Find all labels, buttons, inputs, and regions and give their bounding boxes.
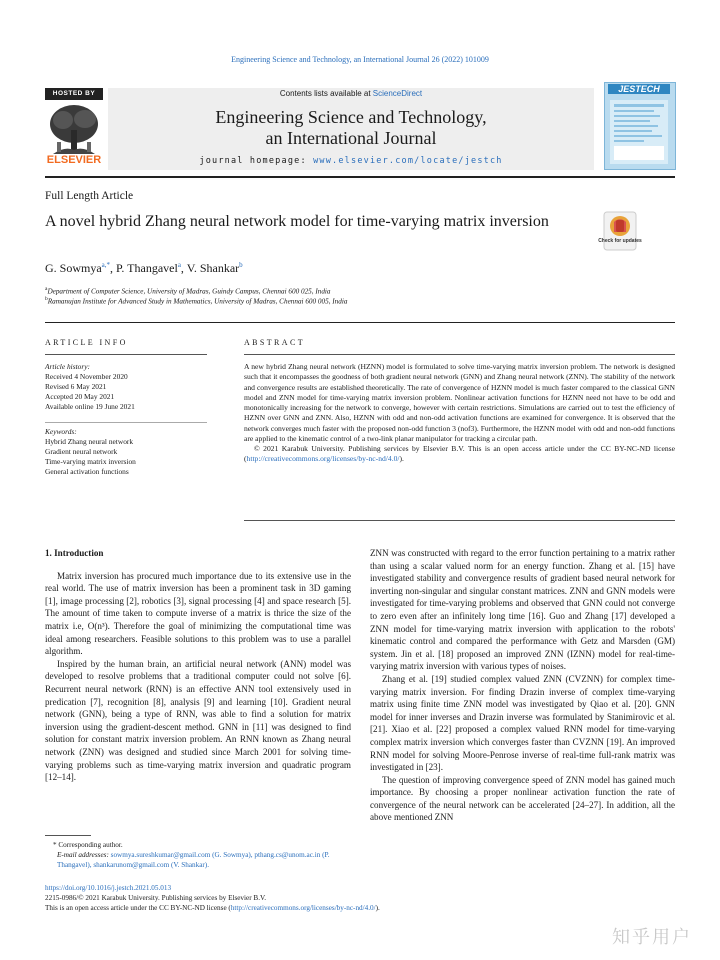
- keywords-block: [45, 427, 136, 477]
- journal-cover-art: [610, 100, 668, 164]
- issn-line: 2215-0986/© 2021 Karabuk University. Publishing services by Elsevier B.V.: [45, 894, 267, 902]
- abstract-text: A new hybrid Zhang neural network (HZNN) model is formulated to solve time-varying matrix inversion problem. The network is designed such that it encompasses the goodness of both gradient neural network (GNN) and Zhang neural network (ZNN). The stability of the network and convergence results are established theoretically. The rate of convergence of HZNN model is much faster compared to the classical GNN model and ZNN model for time-varying matrix inversion problem. Nonlinear activation functions for HZNN need not have to be odd and monotonically increasing for the network to converge, however with certain restrictions. Simulations are carried out to test the efficiency of HZNN over GNN and ZNN. Also, HZNN with odd and non-odd activation functions are examined for convergence. It is observed that the network converges much faster with the proposed non-odd function 3 (nof3). Furthermore, the HZNN model with odd and non-odd functions are applied to the kinematic control of a two-link planar manipulator for tracking a circular path.: [244, 362, 675, 443]
- keyword: General activation functions: [45, 467, 129, 476]
- author-superscript[interactable]: a,*: [101, 261, 111, 269]
- article-title: A novel hybrid Zhang neural network model for time-varying matrix inversion: [45, 213, 549, 230]
- author-name[interactable]: V. Shankar: [186, 261, 240, 275]
- bottom-license-link[interactable]: http://creativecommons.org/licenses/by-nc-nd/4.0/: [230, 904, 376, 912]
- affiliation-marker: b: [45, 296, 48, 302]
- keyword: Gradient neural network: [45, 447, 118, 456]
- journal-title-line2: an International Journal: [265, 128, 437, 148]
- body-paragraph: ZNN was constructed with regard to the error function pertaining to a matrix rather than using a scalar valued norm for an energy function. Zhang et al. [15] have investigated stability and convergence results of gradient based neural network for inverting non-singular and singular constant matrices. ZNN and GNN models were investigated for time-varying problems and observed that GNN could not converge to zero even after an infinitely long time [16]. Guo and Zhang [17] developed a ZNN model for time-varying matrix inversion with application to the robots' kinematic control and compared the performance with Getz and Marsden (GM) system. Jin et al. [18] proposed an improved ZNN (IZNN) model for real-time-varying matrix inversion with various types of noises.: [370, 548, 675, 672]
- body-paragraph: Matrix inversion has procured much importance due to its extensive use in the real world. The use of matrix inversion has been a prominent task in 3D gaming [1], image processing [2], robotics [3], signal processing [4] and space research [5]. The amount of time taken to compute inverse of a matrix is thrice the size of the matrix i.e, O(n³). Therefore the goal of minimizing the computational time was ideal among researchers. Feasible solutions to this problem was to use a parallel algorithm.: [45, 570, 351, 657]
- article-info-rule: [45, 354, 207, 355]
- journal-title: [108, 107, 594, 149]
- section-heading: 1. Introduction: [45, 548, 104, 558]
- abstract-heading: ABSTRACT: [244, 338, 305, 347]
- article-type: Full Length Article: [45, 190, 134, 202]
- history-item: Accepted 20 May 2021: [45, 392, 115, 401]
- affiliation-marker: a: [45, 286, 48, 292]
- check-for-updates-label: Check for updates: [598, 238, 642, 244]
- abstract-body: [244, 362, 675, 465]
- keyword: Time-varying matrix inversion: [45, 457, 136, 466]
- check-for-updates-icon[interactable]: [598, 212, 642, 250]
- license-link[interactable]: http://creativecommons.org/licenses/by-nc-nd/4.0/: [246, 454, 400, 464]
- watermark-text: 知乎用户: [612, 927, 692, 948]
- author-list: G. Sowmya$^{a,*}$, P. Thangavel$^a$, V. Shankar$^b$: [45, 261, 243, 275]
- affiliation-text: Department of Computer Science, University of Madras, Guindy Campus, Chennai 600 025, India: [47, 287, 331, 296]
- abstract-copyright: © 2021 Karabuk University. Publishing services by Elsevier B.V. This is an open access article under the CC BY-NC-ND license (http://creativecommons.org/licenses/by-nc-nd/4.0/).: [244, 444, 675, 464]
- hosted-by-label: HOSTED BY: [45, 88, 103, 100]
- body-right-column: [370, 547, 675, 824]
- email-addresses: E-mail addresses: sowmya.sureshkumar@gmail.com (G. Sowmya), pthang.cs@unom.ac.in (P. Thangavel), shankarunom@gmail.com (V. Shankar).: [57, 851, 330, 869]
- footnote: [45, 840, 351, 870]
- homepage-prefix: journal homepage:: [199, 156, 314, 166]
- bottom-info: [45, 883, 545, 913]
- homepage-link[interactable]: www.elsevier.com/locate/jestch: [313, 156, 503, 166]
- open-access-line: This is an open access article under the CC BY-NC-ND license (http://creativecommons.org/licenses/by-nc-nd/4.0/).: [45, 904, 380, 912]
- body-paragraph: The question of improving convergence speed of ZNN model has gained much importance. By choosing a proper nonlinear activation function the rate of convergence of the neural network can be accelerated [24–27]. In addition, all the above mentioned ZNN: [370, 774, 675, 823]
- author-superscript[interactable]: b: [239, 261, 243, 269]
- body-paragraph: Zhang et al. [19] studied complex valued ZNN (CVZNN) for complex time-varying matrix inversion. For finding Drazin inverse of complex time-varying matrix using finite time ZNN model was investigated by Qiao et al. [20]. GNN model for inner inverses and Drazin inverse was formulated by Stanimirovic et al. [21]. Xiao et al. [22] proposed a complex valued RNN model for time-varying complex matrix inversion which converges faster than CVZNN [19]. An improved RNN model for solving Moore-Penrose inverse of real-time full-rank matrix was investigated in [23].: [370, 673, 675, 773]
- keywords-rule: [45, 422, 207, 423]
- journal-homepage: [108, 156, 594, 166]
- body-paragraph: Inspired by the human brain, an artificial neural network (ANN) model was developed to resolve problems that a traditional computer could not solve [6]. Recurrent neural network (RNN) is an effective ANN tool extensively used in predication [7], recognition [8], analysis [9] and learning [10]. Gradient neural network (GNN), being a type of RNN, was able to find a solution for matrix inversion using the gradient-descent method. GNN in [11] was designed to find solution for constant matrix inversion problem. An RNN known as Zhang neural network (ZNN) was designed and studied since March 2001 for solving time-varying problems such as time-varying matrix inversion and quadratic program [12–14].: [45, 658, 351, 783]
- header-rule: [45, 176, 675, 178]
- sciencedirect-link[interactable]: ScienceDirect: [372, 89, 423, 98]
- affiliation-text: Ramanujan Institute for Advanced Study in Mathematics, University of Madras, Chennai 600 005, India: [47, 297, 348, 306]
- keyword: Hybrid Zhang neural network: [45, 437, 134, 446]
- history-item: Received 4 November 2020: [45, 372, 128, 381]
- article-info-heading: ARTICLE INFO: [45, 338, 128, 347]
- body-left-column: [45, 547, 351, 784]
- doi-link[interactable]: https://doi.org/10.1016/j.jestch.2021.05.013: [45, 884, 172, 892]
- history-item: Revised 6 May 2021: [45, 382, 107, 391]
- history-label: Article history:: [45, 362, 90, 371]
- author-superscript[interactable]: a: [177, 261, 181, 269]
- section-rule: [45, 322, 675, 323]
- corresponding-author: * Corresponding author.: [53, 841, 123, 849]
- author-name[interactable]: G. Sowmya: [45, 261, 102, 275]
- affiliation: [45, 296, 347, 305]
- footnote-rule: [45, 835, 91, 836]
- journal-reference[interactable]: Engineering Science and Technology, an International Journal 26 (2022) 101009: [231, 55, 489, 64]
- contents-prefix: Contents lists available at: [279, 89, 373, 98]
- abstract-bottom-rule: [244, 520, 675, 521]
- keywords-label: Keywords:: [45, 427, 77, 436]
- author-name[interactable]: P. Thangavel: [116, 261, 178, 275]
- email-links[interactable]: sowmya.sureshkumar@gmail.com (G. Sowmya), pthang.cs@unom.ac.in (P. Thangavel), shankarunom@gmail.com (V. Shankar).: [57, 851, 330, 869]
- contents-line: [108, 89, 594, 98]
- history-item: Available online 19 June 2021: [45, 402, 135, 411]
- journal-cover-title: JESTECH: [608, 84, 670, 94]
- article-history: [45, 362, 135, 412]
- affiliation: [45, 286, 331, 295]
- abstract-rule: [244, 354, 675, 355]
- elsevier-wordmark: ELSEVIER: [46, 154, 102, 166]
- journal-title-line1: Engineering Science and Technology,: [215, 107, 487, 127]
